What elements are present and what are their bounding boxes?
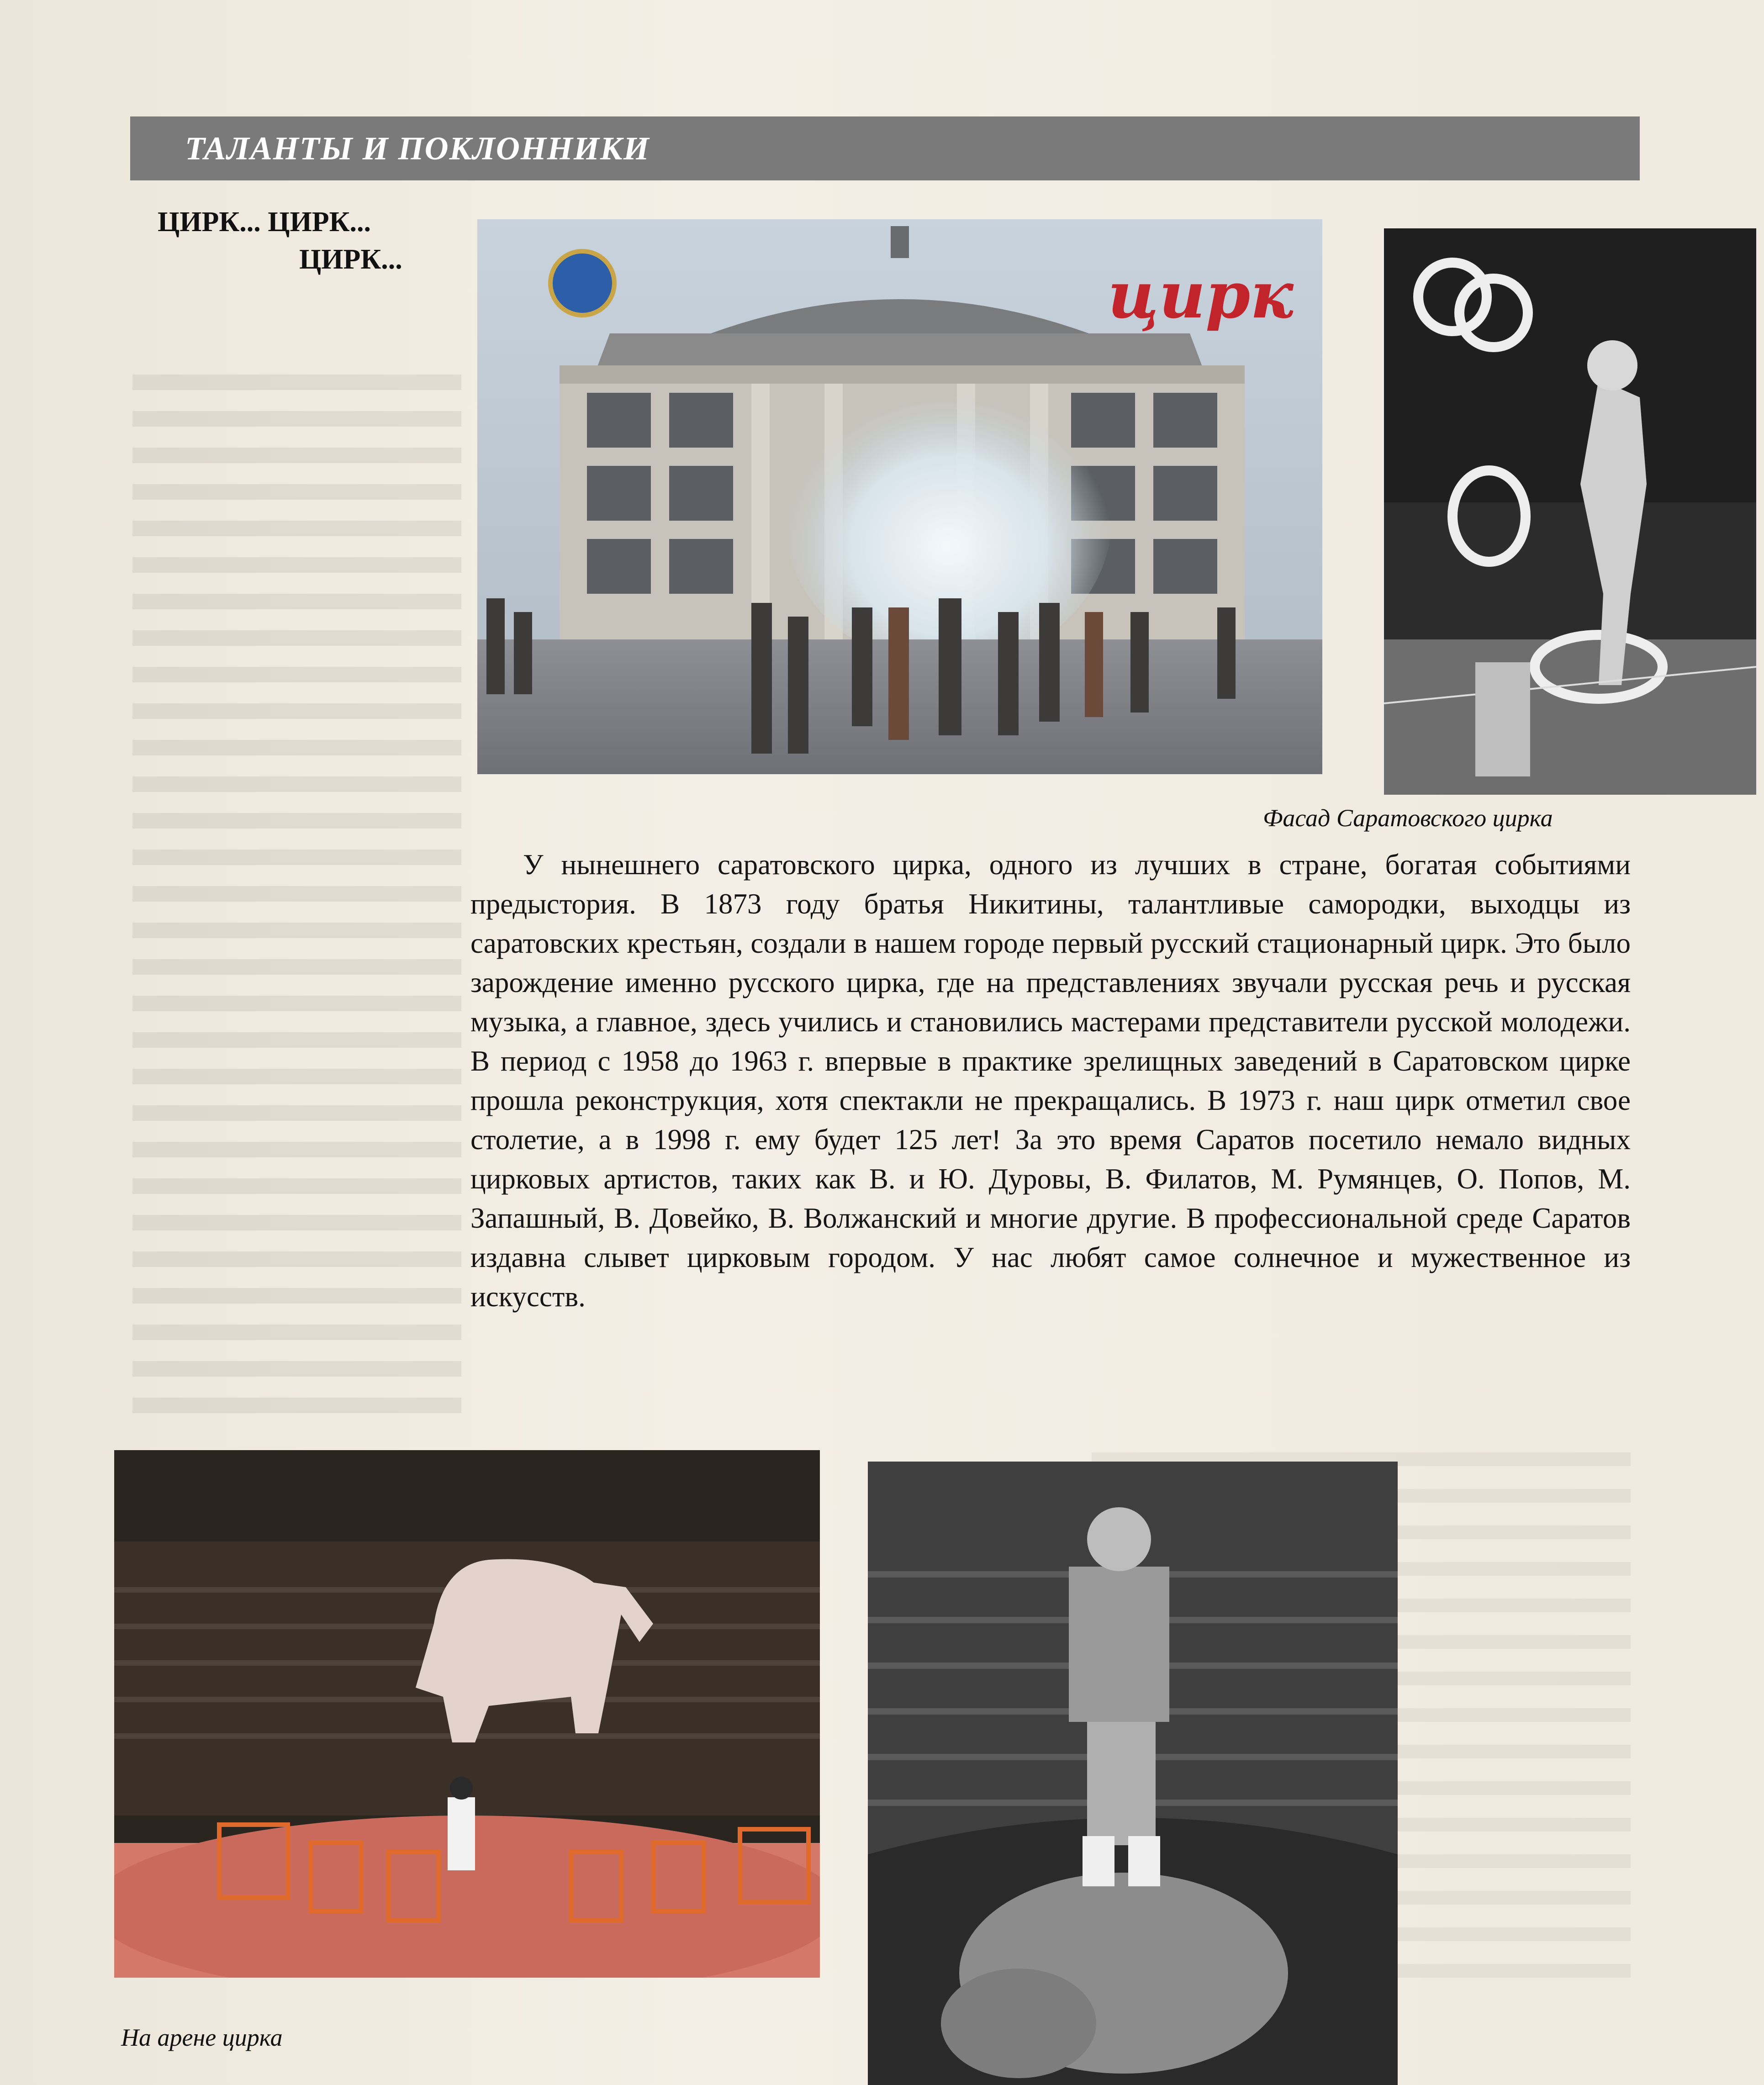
arena-caption: На арене цирка — [121, 2024, 283, 2051]
ring-acrobat-photo — [1384, 228, 1756, 795]
elephant-arena-photo — [114, 1450, 820, 1978]
circus-facade-photo — [477, 219, 1322, 774]
circus-sign-text: цирк — [1108, 258, 1294, 333]
article-title — [158, 203, 486, 278]
facade-caption: Фасад Саратовского цирка — [1263, 804, 1553, 832]
hippo-performer-photo — [868, 1462, 1398, 2085]
bleed-through-text-left — [132, 375, 461, 1425]
article-title-line2: ЦИРК... — [299, 244, 402, 275]
article-body: У нынешнего саратовского цирка, одного из лучших в стране, богатая событиями предыстория. В 1873 году братья Никитины, талантливые самородки, выходцы из саратовских крестьян, создали в нашем городе первый русский стационарный цирк. Это было зарождение именно русского цирка, где на представлениях звучали русская речь и русская музыка, а главное, здесь учились и становились мастерами представители русской молодежи. В период с 1958 до 1963 г. впервые в практике зрелищных заведений в Саратовском цирке прошла реконструкция, хотя спектакли не прекращались. В 1973 г. наш цирк отметил свое столетие, а в 1998 г. ему будет 125 лет! За это время Саратов посетило немало видных цирковых артистов, таких как В. и Ю. Дуровы, В. Филатов, М. Румянцев, О. Попов, М. Запашный, В. Довейко, В. Волжанский и многие другие. В профессиональной среде Саратов издавна слывет цирковым городом. У нас любят самое солнечное и мужественное из искусств. — [470, 849, 1631, 1313]
article-title-line1: ЦИРК... ЦИРК... — [158, 206, 371, 238]
section-header-bar — [130, 116, 1640, 180]
section-title: ТАЛАНТЫ И ПОКЛОННИКИ — [185, 130, 650, 167]
